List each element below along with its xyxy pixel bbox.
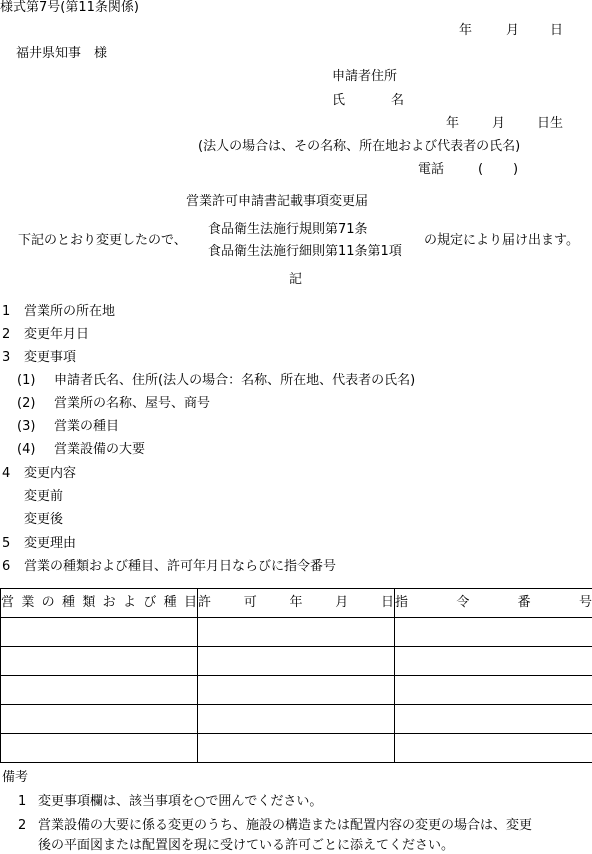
table-cell[interactable] <box>1 647 198 676</box>
table-cell[interactable] <box>1 734 198 763</box>
table-header-row <box>1 589 592 618</box>
phone-paren-open: ( <box>478 162 484 177</box>
form-number: 様式第7号(第11条関係) <box>0 0 139 15</box>
intro-law-1: 食品衛生法施行規則第71条 <box>208 222 368 237</box>
date-month-label: 月 <box>506 23 520 38</box>
table-cell[interactable] <box>1 618 198 647</box>
date-year-label: 年 <box>459 23 473 38</box>
document-title: 営業許可申請書記載事項変更届 <box>186 194 369 209</box>
license-table <box>0 588 592 763</box>
item-number: 3 <box>2 350 11 365</box>
intro-after: の規定により届け出ます。 <box>424 233 579 248</box>
note-text-continued: 後の平面図または配置図を現に受けている許可ごとに添えてください。 <box>38 838 455 853</box>
phone-label: 電話 <box>418 162 445 177</box>
birth-day-label: 日生 <box>537 116 564 131</box>
table-cell[interactable] <box>198 705 395 734</box>
date-day-label: 日 <box>550 23 564 38</box>
item-text: 変更年月日 <box>24 327 90 342</box>
item-number: 5 <box>2 536 11 551</box>
corporate-note: (法人の場合は、その名称、所在地および代表者の氏名) <box>198 139 521 154</box>
change-after-label: 変更後 <box>24 512 64 527</box>
sub-item-number: (3) <box>17 419 36 434</box>
sub-item-number: (2) <box>17 396 36 411</box>
note-text: 営業設備の大要に係る変更のうち、施設の構造または配置内容の変更の場合は、変更 <box>38 818 533 833</box>
item-number: 6 <box>2 559 11 574</box>
item-text: 営業の種類および種目、許可年月日ならびに指令番号 <box>24 559 337 574</box>
table-row <box>1 734 592 763</box>
change-before-label: 変更前 <box>24 489 64 504</box>
item-text: 変更事項 <box>24 350 77 365</box>
sub-item-text: 申請者氏名、住所(法人の場合：名称、所在地、代表者の氏名) <box>54 373 416 388</box>
sub-item-number: (1) <box>17 373 36 388</box>
table-cell[interactable] <box>1 676 198 705</box>
birth-year-label: 年 <box>446 116 460 131</box>
header-directive-number: 指令番号 <box>395 589 592 618</box>
table-cell[interactable] <box>198 676 395 705</box>
item-number: 1 <box>2 304 11 319</box>
sub-item-text: 営業設備の大要 <box>54 442 146 457</box>
note-number: 2 <box>18 818 27 833</box>
table-cell[interactable] <box>198 618 395 647</box>
ki-heading: 記 <box>289 272 303 287</box>
note-text: 変更事項欄は、該当事項を○で囲んでください。 <box>38 794 323 809</box>
intro-law-2: 食品衛生法施行細則第11条第1項 <box>208 244 402 259</box>
table-cell[interactable] <box>395 734 592 763</box>
table-cell[interactable] <box>198 647 395 676</box>
header-business-type: 営業の種類および種目 <box>1 589 198 618</box>
table-cell[interactable] <box>395 618 592 647</box>
table-row <box>1 647 592 676</box>
note-number: 1 <box>18 794 27 809</box>
table-cell[interactable] <box>395 676 592 705</box>
sub-item-number: (4) <box>17 442 36 457</box>
applicant-address-label: 申請者住所 <box>332 69 398 84</box>
item-number: 4 <box>2 466 11 481</box>
applicant-name-label-1: 氏 <box>332 93 346 108</box>
table-cell[interactable] <box>1 705 198 734</box>
applicant-name-label-2: 名 <box>391 93 405 108</box>
notes-title: 備考 <box>2 770 29 785</box>
birth-month-label: 月 <box>492 116 506 131</box>
phone-paren-close: ) <box>513 162 519 177</box>
item-text: 変更理由 <box>24 536 77 551</box>
table-row <box>1 676 592 705</box>
table-row <box>1 705 592 734</box>
table-cell[interactable] <box>395 647 592 676</box>
table-row <box>1 618 592 647</box>
item-text: 変更内容 <box>24 466 77 481</box>
header-permit-date: 許可年月日 <box>198 589 395 618</box>
table-cell[interactable] <box>395 705 592 734</box>
item-text: 営業所の所在地 <box>24 304 116 319</box>
addressee: 福井県知事 様 <box>16 46 108 61</box>
table-cell[interactable] <box>198 734 395 763</box>
sub-item-text: 営業の種目 <box>54 419 120 434</box>
sub-item-text: 営業所の名称、屋号、商号 <box>54 396 211 411</box>
item-number: 2 <box>2 327 11 342</box>
intro-before: 下記のとおり変更したので、 <box>18 233 187 248</box>
